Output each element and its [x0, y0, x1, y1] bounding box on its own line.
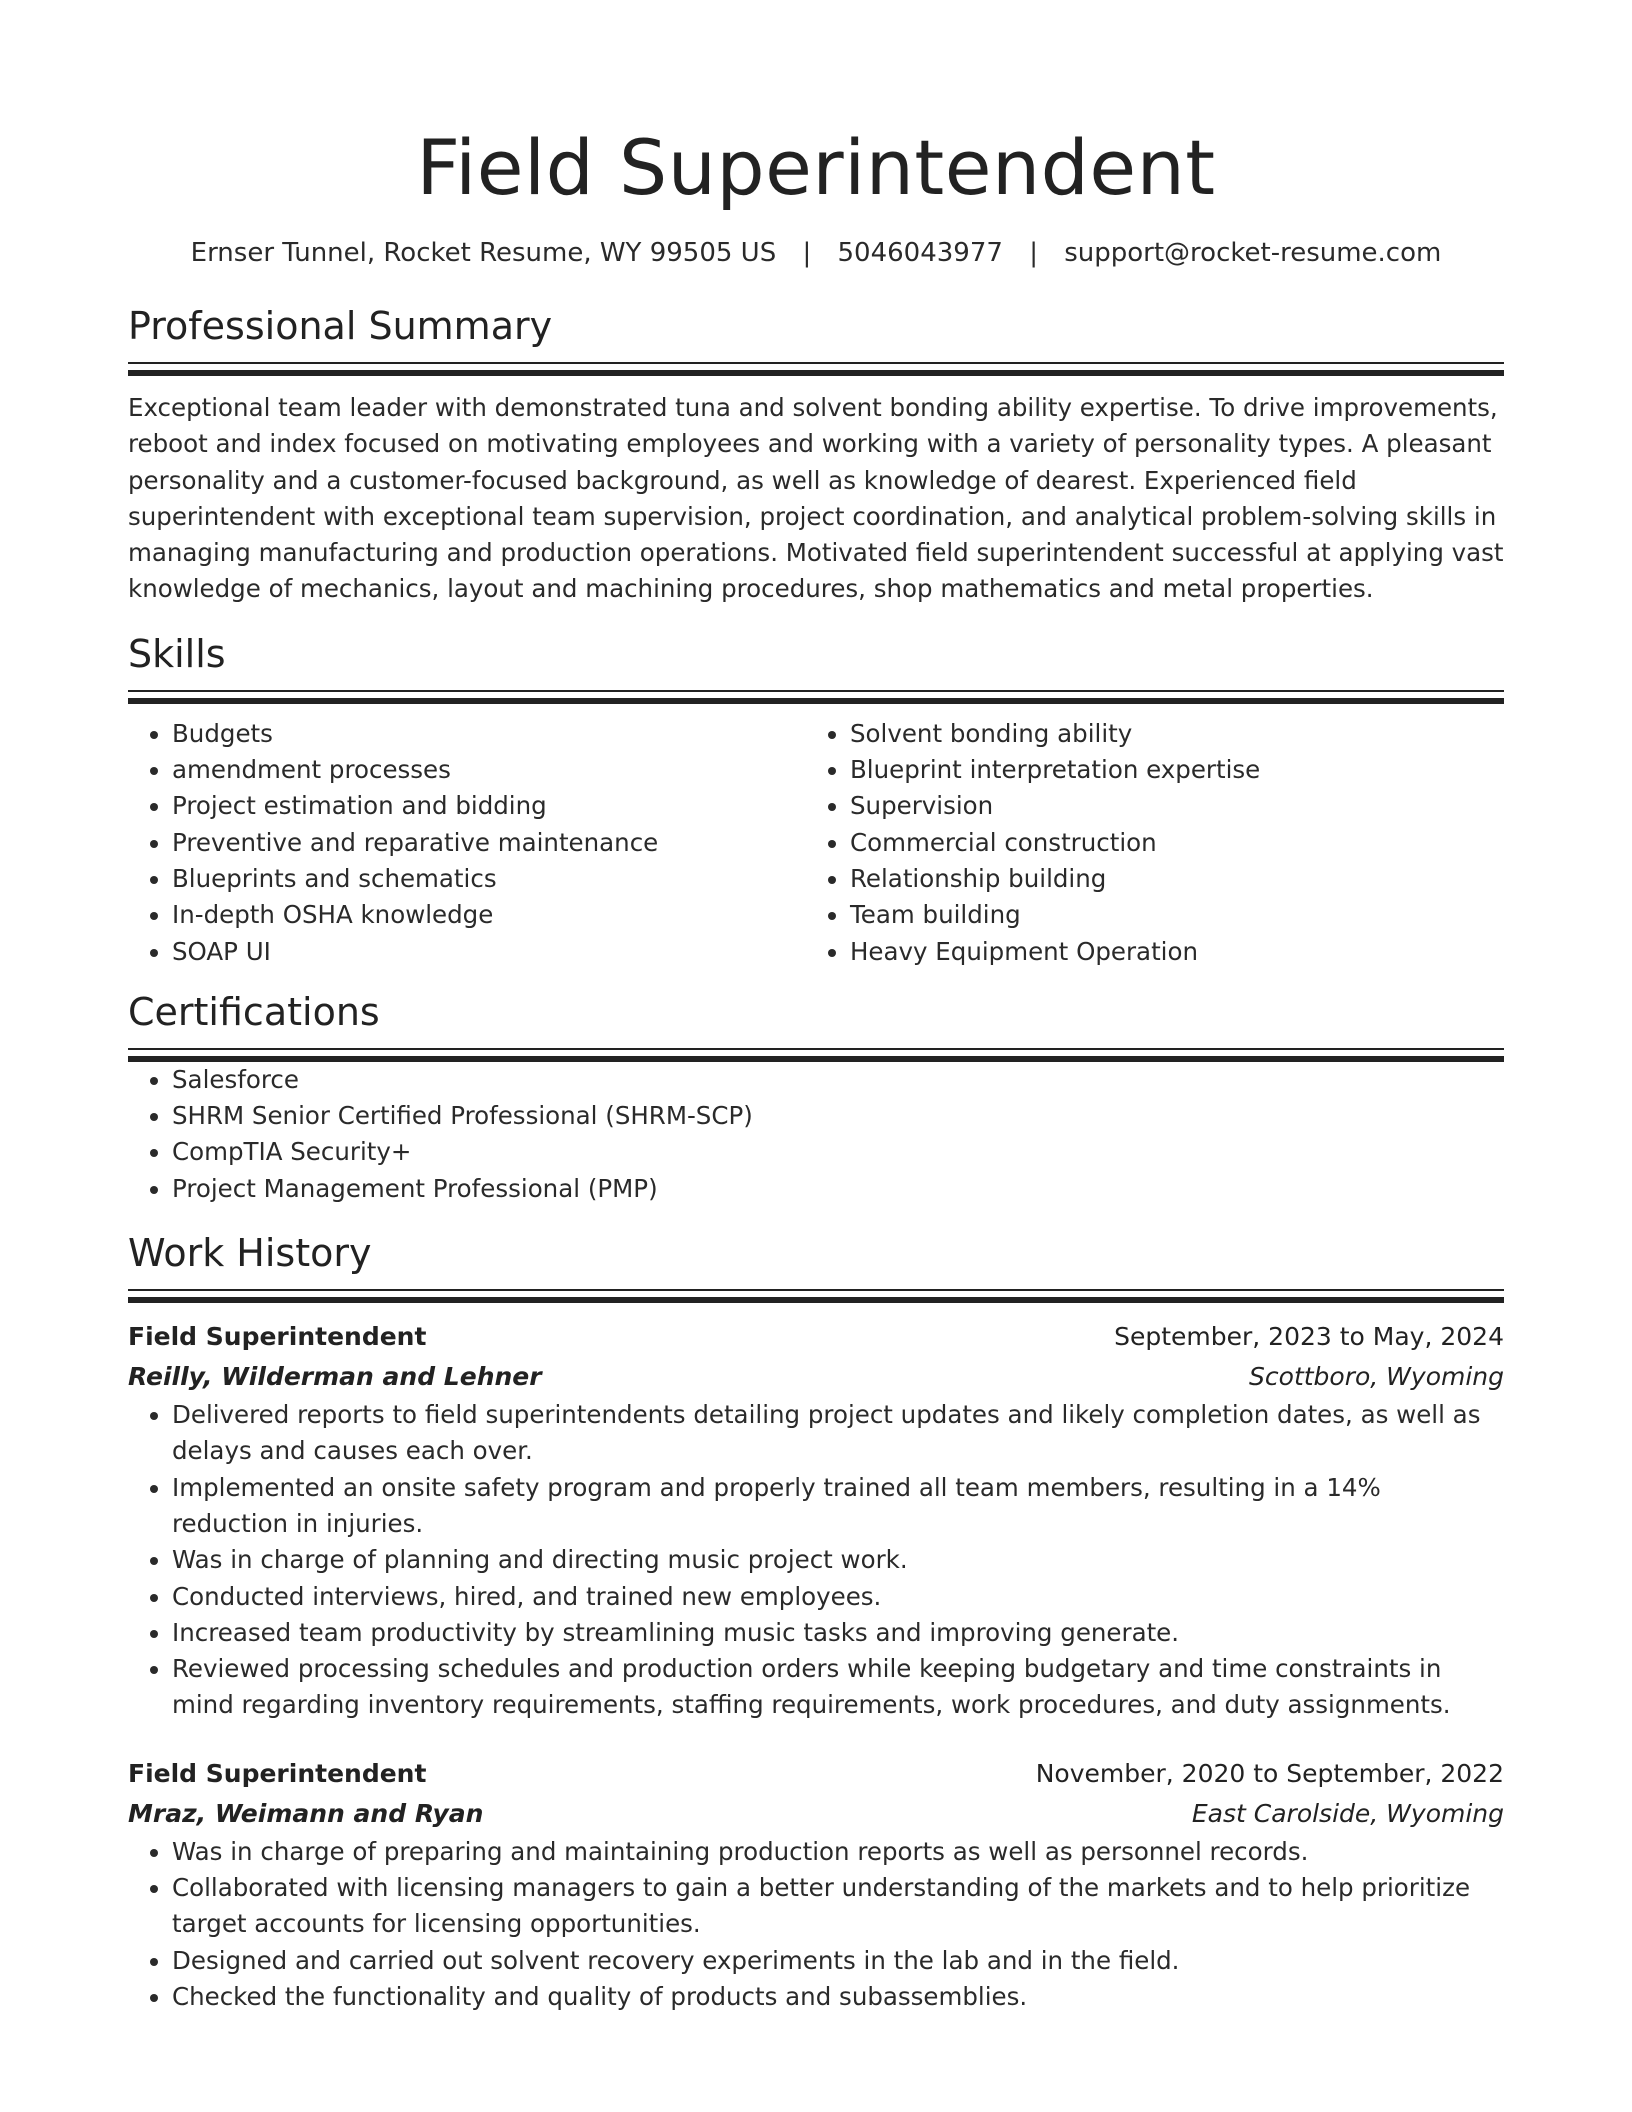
skills-heading: Skills: [128, 631, 226, 676]
summary-heading: Professional Summary: [128, 304, 553, 348]
skill-item: • Blueprints and schematics: [172, 861, 806, 897]
certification-item: • Salesforce: [172, 1062, 1504, 1098]
skill-item: • amendment processes: [172, 752, 806, 788]
skill-item: • Project estimation and bidding: [172, 788, 806, 824]
job-bullet: • Was in charge of planning and directing music project work.: [172, 1542, 1504, 1578]
skill-item: • Preventive and reparative maintenance: [172, 825, 806, 861]
job-company-row: [128, 1357, 1504, 1397]
skill-item: • Commercial construction: [850, 825, 1484, 861]
skills-list-right: [806, 716, 1484, 970]
job-title: Field Superintendent: [128, 1758, 427, 1788]
job-company-row: [128, 1794, 1504, 1834]
work-history-section: [128, 1229, 1504, 2015]
contact-phone: 5046043977: [837, 238, 1003, 268]
certifications-list: [128, 1062, 1504, 1207]
skills-column-left: [128, 716, 806, 970]
job-dates: November, 2020 to September, 2022: [1035, 1758, 1504, 1788]
skill-item: • Heavy Equipment Operation: [850, 934, 1484, 970]
job-location: East Carolside, Wyoming: [1191, 1798, 1504, 1828]
job-header-row: [128, 1754, 1504, 1794]
job-title: Field Superintendent: [128, 1322, 427, 1352]
work-history-heading: Work History: [128, 1231, 372, 1276]
job-bullet: • Was in charge of preparing and maintaining production reports as well as personnel records.: [172, 1834, 1504, 1870]
summary-section: [128, 302, 1504, 608]
skill-item: • Supervision: [850, 788, 1484, 824]
section-divider: [128, 690, 1504, 704]
certifications-section: [128, 988, 1504, 1207]
job-dates: September, 2023 to May, 2024: [1114, 1322, 1504, 1352]
skill-item: • Budgets: [172, 716, 806, 752]
skill-item: • Team building: [850, 897, 1484, 933]
contact-separator: |: [802, 238, 812, 268]
job-bullet-list: [128, 1397, 1504, 1724]
job-company: Reilly, Wilderman and Lehner: [128, 1362, 542, 1392]
job-bullet: • Reviewed processing schedules and production orders while keeping budgetary and time constraints in mind regarding inventory requirements, staffing requirements, work procedures, and duty assignments.: [172, 1651, 1504, 1724]
job-header-row: [128, 1317, 1504, 1357]
job-entry: [128, 1754, 1504, 2015]
certification-item: • Project Management Professional (PMP): [172, 1171, 1504, 1207]
section-divider: [128, 1048, 1504, 1062]
job-bullet: • Checked the functionality and quality of products and subassemblies.: [172, 1979, 1504, 2015]
skills-list-left: [128, 716, 806, 970]
job-company: Mraz, Weimann and Ryan: [128, 1798, 484, 1828]
certifications-heading: Certifications: [128, 989, 380, 1034]
job-entry: [128, 1317, 1504, 1724]
contact-email: support@rocket-resume.com: [1064, 238, 1442, 268]
certification-item: • SHRM Senior Certified Professional (SHRM-SCP): [172, 1098, 1504, 1134]
certification-item: • CompTIA Security+: [172, 1134, 1504, 1170]
job-bullet: • Increased team productivity by streamlining music tasks and improving generate.: [172, 1615, 1504, 1651]
summary-text: Exceptional team leader with demonstrated tuna and solvent bonding ability expertise. To drive improvements, reboot and index focused on motivating employees and working with a variety of personality types. A pleasant personality and a customer-focused background, as well as knowledge of dearest. Experienced field superintendent with exceptional team supervision, project coordination, and analytical problem-solving skills in managing manufacturing and production operations. Motivated field superintendent successful at applying vast knowledge of mechanics, layout and machining procedures, shop mathematics and metal properties.: [128, 393, 1504, 604]
skill-item: • Relationship building: [850, 861, 1484, 897]
resume-page: [128, 0, 1504, 2015]
resume-name: Field Superintendent: [416, 123, 1216, 212]
job-location: Scottboro, Wyoming: [1249, 1362, 1504, 1392]
skill-item: • Solvent bonding ability: [850, 716, 1484, 752]
skill-item: • SOAP UI: [172, 934, 806, 970]
contact-separator: |: [1029, 238, 1038, 268]
skills-grid: [128, 716, 1504, 970]
skills-section: [128, 630, 1504, 970]
section-divider: [128, 1289, 1504, 1303]
job-bullet: • Delivered reports to field superintendents detailing project updates and likely completion dates, as well as delays and causes each over.: [172, 1397, 1504, 1470]
contact-line: [128, 236, 1504, 270]
job-bullet-list: [128, 1834, 1504, 2015]
skill-item: • In-depth OSHA knowledge: [172, 897, 806, 933]
job-bullet: • Collaborated with licensing managers to gain a better understanding of the markets and to help prioritize target accounts for licensing opportunities.: [172, 1870, 1504, 1943]
contact-address: Ernser Tunnel, Rocket Resume, WY 99505 US: [190, 238, 777, 268]
section-divider: [128, 362, 1504, 376]
job-bullet: • Implemented an onsite safety program and properly trained all team members, resulting in a 14% reduction in injuries.: [172, 1470, 1504, 1543]
skills-column-right: [806, 716, 1484, 970]
skill-item: • Blueprint interpretation expertise: [850, 752, 1484, 788]
job-bullet: • Designed and carried out solvent recovery experiments in the lab and in the field.: [172, 1943, 1504, 1979]
job-bullet: • Conducted interviews, hired, and trained new employees.: [172, 1579, 1504, 1615]
